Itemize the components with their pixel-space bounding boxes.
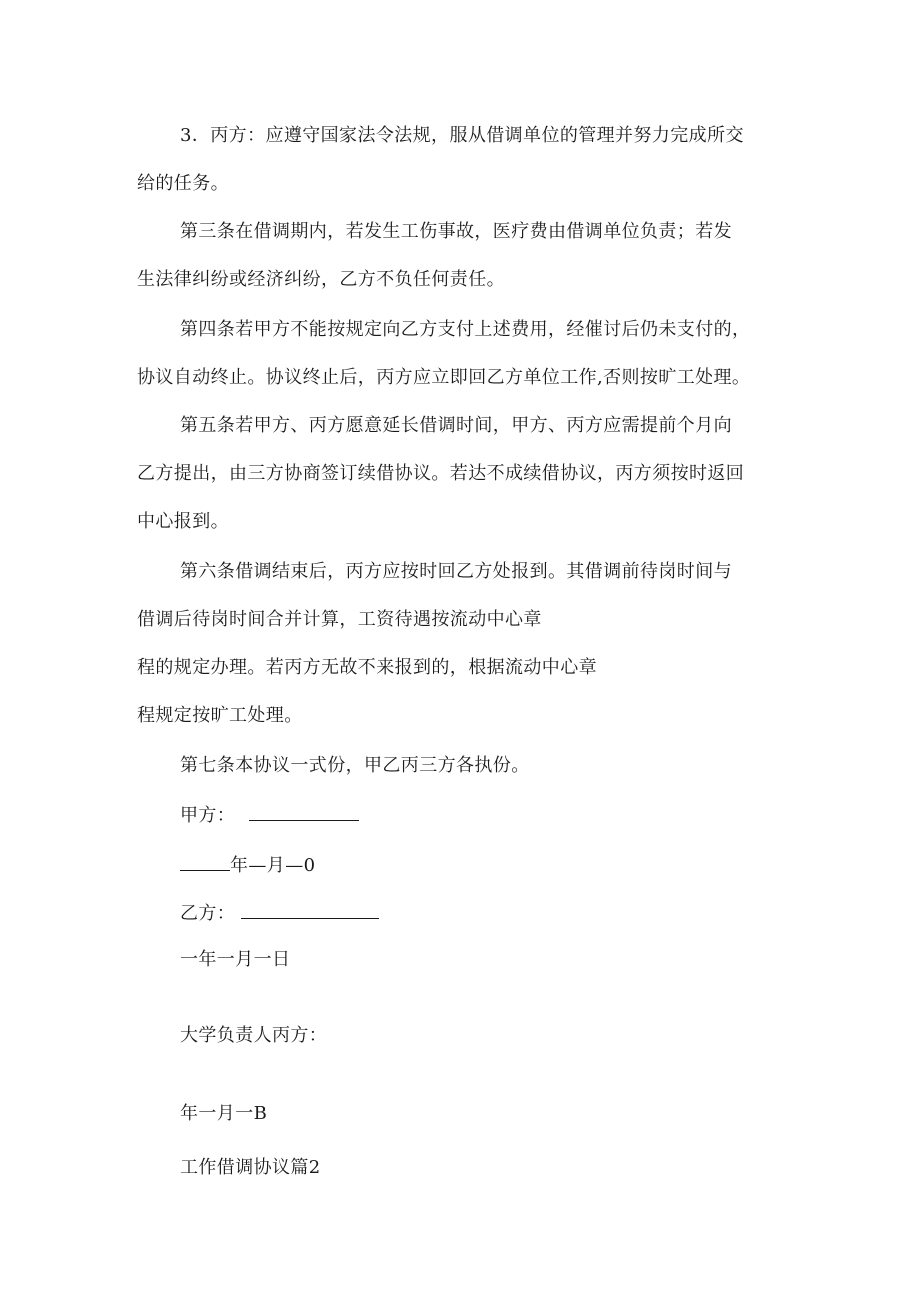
date-row-1 [180,854,315,878]
paragraph-line-6: 协议自动终止。协议终止后，丙方应立即回乙方单位工作,否则按旷工处理。 [137,367,751,388]
paragraph-line-14: 第七条本协议一式份，甲乙丙三方各执份。 [180,755,530,776]
paragraph-line-2: 给的任务。 [137,173,229,194]
next-section-title: 工作借调协议篇2 [180,1157,321,1178]
date-1-year-blank [180,854,230,871]
paragraph-line-11: 借调后待岗时间合并计算，工资待遇按流动中心章 [137,609,542,630]
party-a-label: 甲方： [180,805,236,826]
paragraph-line-9: 中心报到。 [137,511,229,532]
date-row-2: 一年一月一日 [180,949,291,970]
paragraph-line-8: 乙方提出，由三方协商签订续借协议。若达不成续借协议，丙方须按时返回 [137,463,745,484]
paragraph-line-5: 第四条若甲方不能按规定向乙方支付上述费用，经催讨后仍未支付的， [180,319,751,340]
paragraph-line-12: 程的规定办理。若丙方无故不来报到的，根据流动中心章 [137,657,597,678]
party-a-signature-blank [249,804,359,821]
paragraph-line-7: 第五条若甲方、丙方愿意延长借调时间，甲方、丙方应需提前个月向 [180,415,732,436]
party-b-label: 乙方： [180,903,236,924]
paragraph-line-1: 3．丙方：应遵守国家法令法规，服从借调单位的管理并努力完成所交 [180,125,744,146]
paragraph-line-10: 第六条借调结束后，丙方应按时回乙方处报到。其借调前待岗时间与 [180,561,732,582]
party-c-row: 大学负责人丙方： [180,1025,328,1046]
date-row-3: 年一月一B [180,1103,268,1124]
party-a-row [180,804,359,828]
party-b-signature-blank [241,902,379,919]
party-b-row [180,902,379,926]
paragraph-line-4: 生法律纠纷或经济纠纷，乙方不负任何责任。 [137,269,505,290]
paragraph-line-13: 程规定按旷工处理。 [137,705,303,726]
paragraph-line-3: 第三条在借调期内，若发生工伤事故，医疗费由借调单位负责；若发 [180,221,732,242]
date-1-text: 年—月—0 [230,855,316,876]
